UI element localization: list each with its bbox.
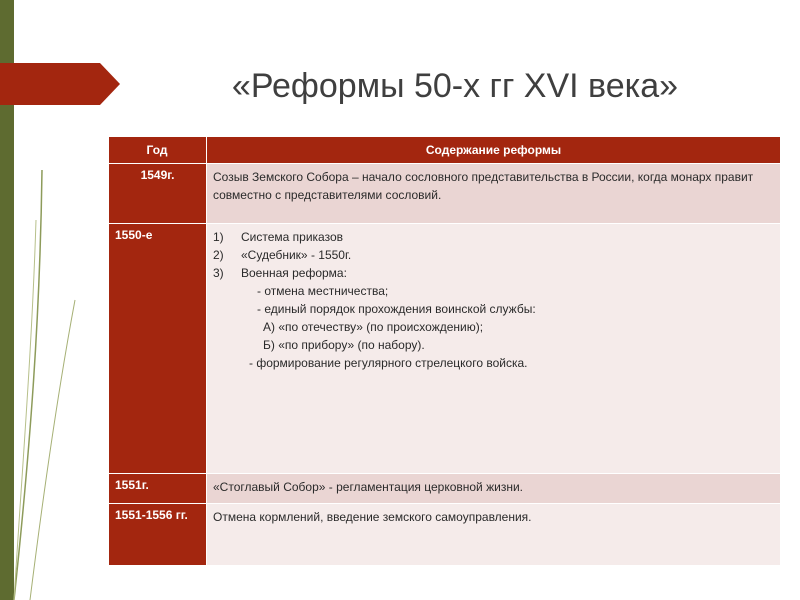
row-year: 1551-1556 гг.	[109, 504, 207, 566]
table-row	[109, 164, 781, 224]
sub-item: Б) «по прибору» (по набору).	[263, 338, 425, 352]
list-item: 2) «Судебник» - 1550г.	[213, 248, 352, 262]
row-year: 1551г.	[109, 474, 207, 504]
row-year: 1549г.	[109, 164, 207, 224]
row-year: 1550-е	[109, 224, 207, 474]
list-item: 1) Система приказов	[213, 230, 344, 244]
sub-item: - формирование регулярного стрелецкого войска.	[249, 356, 528, 370]
header-year: Год	[109, 137, 207, 164]
table-row	[109, 474, 781, 504]
sub-item: - отмена местничества;	[257, 284, 389, 298]
list-item: 3) Военная реформа:	[213, 266, 347, 280]
sub-item: - единый порядок прохождения воинской службы:	[257, 302, 536, 316]
page-title: «Реформы 50-х гг XVI века»	[231, 67, 679, 105]
reforms-table	[108, 137, 781, 566]
title-arrow-decor	[0, 63, 120, 105]
table-row	[109, 504, 781, 566]
header-content: Содержание реформы	[207, 137, 781, 164]
row-content	[207, 224, 781, 474]
table-header-row	[109, 137, 781, 164]
table-row	[109, 224, 781, 474]
row-content: Отмена кормлений, введение земского самоуправления.	[207, 504, 781, 566]
row-content: Созыв Земского Собора – начало сословного представительства в России, когда монарх правит совместно с представителями сословий.	[207, 164, 781, 224]
row-content: «Стоглавый Собор» - регламентация церковной жизни.	[207, 474, 781, 504]
sub-item: А) «по отечеству» (по происхождению);	[263, 320, 484, 334]
